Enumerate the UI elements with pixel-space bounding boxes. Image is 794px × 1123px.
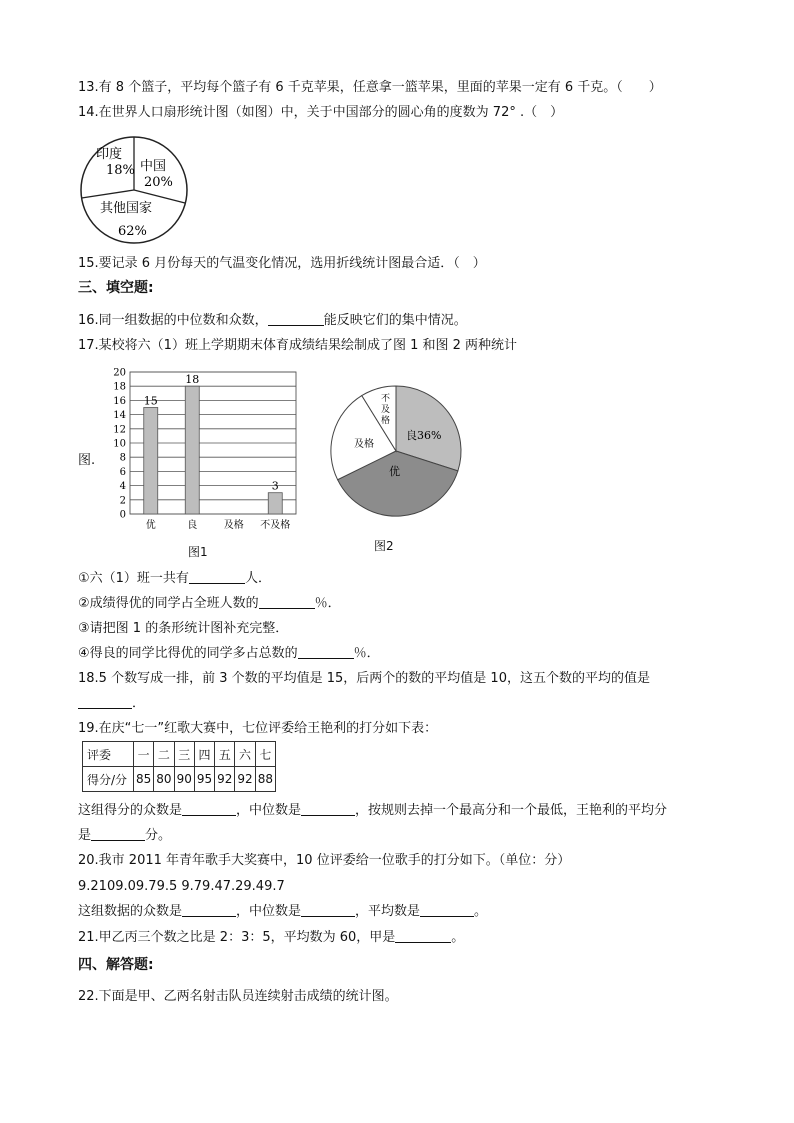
question-19: 19.在庆“七一”红歌大赛中，七位评委给王艳利的打分如下表： [78,721,438,736]
q17-2-text-a: ②成绩得优的同学占全班人数的 [78,596,259,611]
pie1-label-others: 其他国家 [100,201,153,216]
question-17-tail: 图. [78,453,96,468]
q20-text-a: 这组数据的众数是 [78,904,183,919]
q17-1-answer-blank[interactable] [189,571,245,584]
y-tick-label: 4 [119,481,126,493]
question-16 [78,312,467,330]
q19-text-e: 分。 [145,828,172,843]
score-table-header-label: 评委 [83,742,134,767]
question-20-answers [78,903,487,921]
y-tick-label: 20 [113,367,126,379]
score-1: 85 [134,767,154,792]
score-7: 88 [255,767,275,792]
score-6: 92 [235,767,255,792]
question-20: 20.我市 2011 年青年歌手大奖赛中，10 位评委给一位歌手的打分如下。（单位：分） [78,853,571,868]
question-16-text-b: 能反映它们的集中情况。 [323,313,467,328]
question-22: 22.下面是甲、乙两名射击队员连续射击成绩的统计图。 [78,989,398,1004]
figure-2-caption: 图2 [374,539,394,553]
q17-2-answer-blank[interactable] [259,596,315,609]
q20-text-d: 。 [474,904,488,919]
q20-mean-blank[interactable] [420,904,474,917]
x-category-label: 及格 [223,520,244,531]
pie2-label-good: 良36% [406,429,442,442]
q19-text-c: ，按规则去掉一个最高分和一个最低，王艳利的平均分 [355,803,668,818]
svg-text:格: 格 [381,416,391,426]
bar-0 [144,408,158,515]
pie1-label-china: 中国 [140,159,167,174]
q19-text-a: 这组得分的众数是 [78,803,183,818]
y-tick-label: 0 [119,509,126,521]
figure-1-caption: 图1 [188,545,208,559]
y-tick-label: 14 [113,410,126,422]
judge-3: 三 [174,742,194,767]
q20-text-c: ，平均数是 [355,904,421,919]
question-19-answers-2 [78,827,171,845]
pie1-label-china-pct: 20% [144,175,173,190]
q18-tail-text: ． [132,696,146,711]
y-tick-label: 6 [119,466,126,478]
q19-text-b: ，中位数是 [236,803,302,818]
q19-text-d: 是 [78,828,92,843]
bar-3 [268,493,282,514]
score-table-row-label: 得分/分 [83,767,134,792]
q16-answer-blank[interactable] [268,313,324,326]
question-20-data: 9.2109.09.79.5 9.79.47.29.49.7 [78,879,285,894]
q19-mode-blank[interactable] [182,803,236,816]
y-tick-label: 16 [113,395,126,407]
pie-chart-figure-2 [326,381,466,521]
q17-4-answer-blank[interactable] [298,646,354,659]
question-13: 13.有 8 个篮子，平均每个篮子有 6 千克苹果，任意拿一篮苹果，里面的苹果一定有 6 千克。（ ） [78,80,662,95]
q17-1-text-b: 人． [244,571,271,586]
score-table [82,741,276,792]
svg-text:不: 不 [381,394,391,404]
y-tick-label: 12 [113,424,126,436]
pie1-label-india: 印度 [96,147,123,162]
q21-text-a: 21.甲乙丙三个数之比是 2：3：5，平均数为 60，甲是 [78,930,396,945]
score-table-header-row [83,742,276,767]
y-tick-label: 18 [113,381,126,393]
q17-1-text-a: ①六（1）班一共有 [78,571,189,586]
q20-median-blank[interactable] [301,904,355,917]
q18-answer-blank[interactable] [78,696,132,709]
question-15: 15.要记录 6 月份每天的气温变化情况，选用折线统计图最合适．（ ） [78,256,486,271]
bar-chart-figure-1 [110,364,302,534]
q17-2-text-b: ％． [314,596,341,611]
q17-4-text-a: ④得良的同学比得优的同学多占总数的 [78,646,298,661]
question-21 [78,929,464,947]
section-4-heading: 四、解答题: [78,957,154,973]
x-category-label: 良 [187,520,198,531]
question-16-text-a: 16.同一组数据的中位数和众数， [78,313,268,328]
q20-text-b: ，中位数是 [236,904,302,919]
judge-4: 四 [194,742,214,767]
question-19-answers [78,802,667,820]
judge-1: 一 [134,742,154,767]
question-17-part-3: ③请把图 1 的条形统计图补充完整． [78,621,289,636]
bar-data-label: 15 [143,394,158,408]
question-17-part-2 [78,595,341,613]
q19-median-blank[interactable] [301,803,355,816]
pie1-label-others-pct: 62% [118,224,147,239]
q21-text-b: 。 [451,930,465,945]
pie2-label-fail [381,393,390,426]
pie2-label-pass: 及格 [354,439,374,450]
question-17-part-1 [78,570,271,588]
y-tick-label: 10 [113,438,126,450]
question-18: 18.5 个数写成一排，前 3 个数的平均值是 15，后两个的数的平均值是 10，这五个数的平均的值是 [78,671,650,686]
score-2: 80 [154,767,174,792]
score-5: 92 [215,767,235,792]
question-17-part-4 [78,645,380,663]
svg-text:及: 及 [381,405,391,415]
q19-average-blank[interactable] [91,828,145,841]
pie2-label-excellent: 优 [389,465,400,478]
question-14: 14.在世界人口扇形统计图（如图）中，关于中国部分的圆心角的度数为 72° .（ ） [78,105,564,120]
pie1-label-india-pct: 18% [106,163,135,178]
score-4: 95 [194,767,214,792]
score-3: 90 [174,767,194,792]
world-population-pie-chart [78,134,190,246]
judge-7: 七 [255,742,275,767]
x-category-label: 优 [145,520,156,531]
section-3-heading: 三、填空题: [78,280,154,296]
x-category-label: 不及格 [260,520,291,531]
judge-2: 二 [154,742,174,767]
question-18-tail [78,695,145,713]
q20-mode-blank[interactable] [182,904,236,917]
judge-6: 六 [235,742,255,767]
bar-1 [185,386,199,514]
y-tick-label: 2 [119,495,126,507]
y-tick-label: 8 [119,452,126,464]
bar-data-label: 3 [271,479,279,493]
judge-5: 五 [215,742,235,767]
score-table-score-row [83,767,276,792]
q17-4-text-b: ％． [353,646,380,661]
q21-answer-blank[interactable] [395,930,451,943]
question-17: 17.某校将六（1）班上学期期末体育成绩结果绘制成了图 1 和图 2 两种统计 [78,338,518,353]
bar-data-label: 18 [185,373,200,387]
